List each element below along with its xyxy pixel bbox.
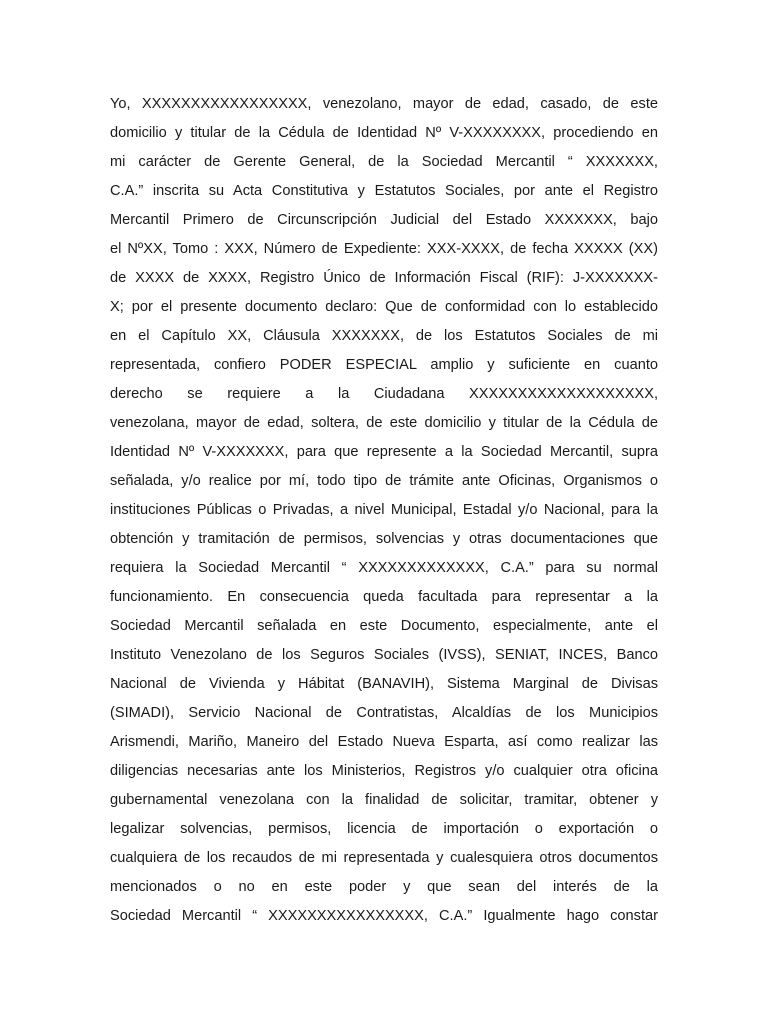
text-line: derecho se requiere a la Ciudadana XXXXXXXXXXXXXXXXXXX, <box>110 386 658 402</box>
text-line: mi carácter de Gerente General, de la Sociedad Mercantil “ XXXXXXX, <box>110 154 658 170</box>
text-line: domicilio y titular de la Cédula de Identidad Nº V-XXXXXXXX, procediendo en <box>110 125 658 141</box>
text-line: el NºXX, Tomo : XXX, Número de Expediente: XXX-XXXX, de fecha XXXXX (XX) <box>110 241 658 257</box>
text-line: legalizar solvencias, permisos, licencia de importación o exportación o <box>110 821 658 837</box>
text-line: representada, confiero PODER ESPECIAL amplio y suficiente en cuanto <box>110 357 658 373</box>
text-line: venezolana, mayor de edad, soltera, de este domicilio y titular de la Cédula de <box>110 415 658 431</box>
text-line: Arismendi, Mariño, Maneiro del Estado Nueva Esparta, así como realizar las <box>110 734 658 750</box>
text-line: C.A.” inscrita su Acta Constitutiva y Estatutos Sociales, por ante el Registro <box>110 183 658 199</box>
text-line: Sociedad Mercantil “ XXXXXXXXXXXXXXXX, C.A.” Igualmente hago constar <box>110 908 658 924</box>
text-line: X; por el presente documento declaro: Que de conformidad con lo establecido <box>110 299 658 315</box>
text-line: Instituto Venezolano de los Seguros Sociales (IVSS), SENIAT, INCES, Banco <box>110 647 658 663</box>
text-line: Mercantil Primero de Circunscripción Judicial del Estado XXXXXXX, bajo <box>110 212 658 228</box>
text-line: Sociedad Mercantil señalada en este Documento, especialmente, ante el <box>110 618 658 634</box>
text-line: cualquiera de los recaudos de mi representada y cualesquiera otros documentos <box>110 850 658 866</box>
text-line: funcionamiento. En consecuencia queda facultada para representar a la <box>110 589 658 605</box>
text-line: en el Capítulo XX, Cláusula XXXXXXX, de los Estatutos Sociales de mi <box>110 328 658 344</box>
text-line: requiera la Sociedad Mercantil “ XXXXXXXXXXXXX, C.A.” para su normal <box>110 560 658 576</box>
text-line: señalada, y/o realice por mí, todo tipo de trámite ante Oficinas, Organismos o <box>110 473 658 489</box>
text-line: diligencias necesarias ante los Ministerios, Registros y/o cualquier otra oficina <box>110 763 658 779</box>
document-body <box>110 90 658 931</box>
text-line: obtención y tramitación de permisos, solvencias y otras documentaciones que <box>110 531 658 547</box>
text-line: de XXXX de XXXX, Registro Único de Información Fiscal (RIF): J-XXXXXXX- <box>110 270 658 286</box>
text-line: gubernamental venezolana con la finalidad de solicitar, tramitar, obtener y <box>110 792 658 808</box>
text-line: mencionados o no en este poder y que sean del interés de la <box>110 879 658 895</box>
text-line: instituciones Públicas o Privadas, a nivel Municipal, Estadal y/o Nacional, para la <box>110 502 658 518</box>
text-line: Yo, XXXXXXXXXXXXXXXXX, venezolano, mayor de edad, casado, de este <box>110 96 658 112</box>
text-line: Nacional de Vivienda y Hábitat (BANAVIH), Sistema Marginal de Divisas <box>110 676 658 692</box>
text-line: (SIMADI), Servicio Nacional de Contratistas, Alcaldías de los Municipios <box>110 705 658 721</box>
text-line: Identidad Nº V-XXXXXXX, para que represente a la Sociedad Mercantil, supra <box>110 444 658 460</box>
